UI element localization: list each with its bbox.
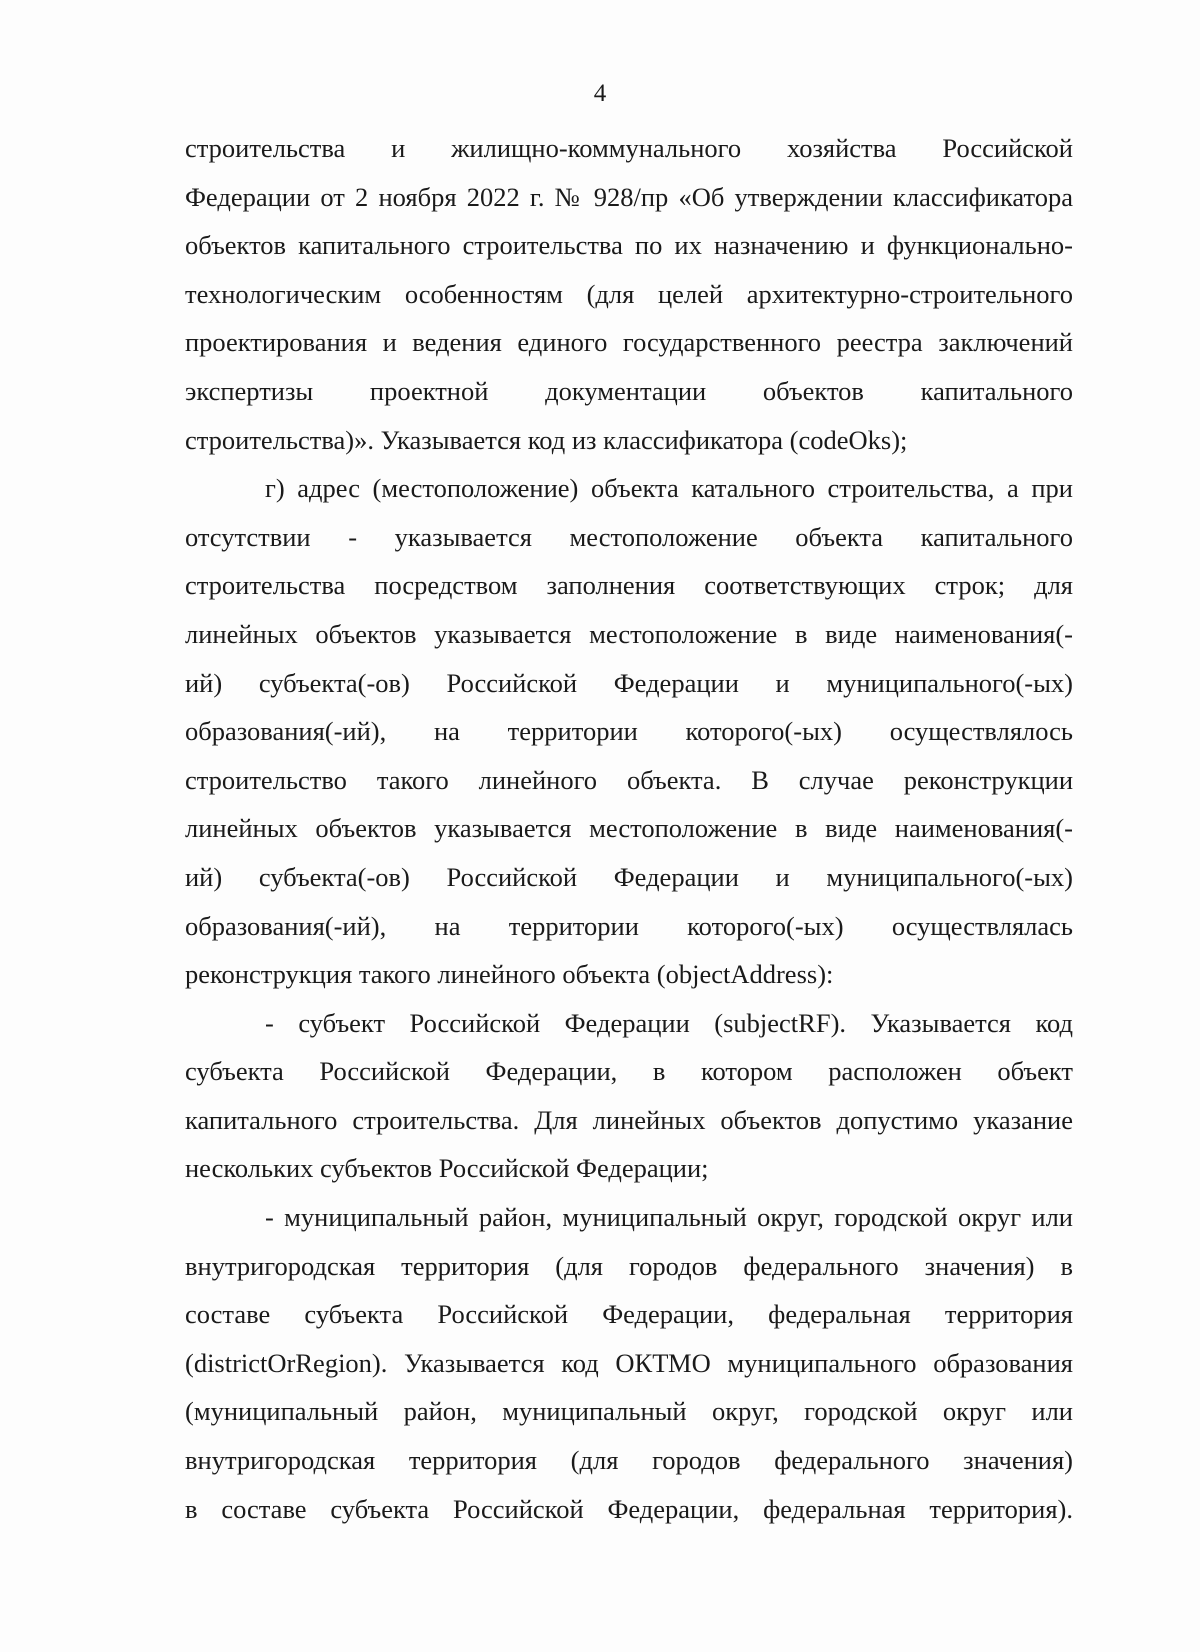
text-line: ий) субъекта(-ов) Российской Федерации и муниципального(-ых): [185, 861, 1073, 892]
text-line: - муниципальный район, муниципальный округ, городской округ или: [265, 1202, 1073, 1233]
text-line: ий) субъекта(-ов) Российской Федерации и муниципального(-ых): [185, 667, 1073, 698]
text-line: строительства и жилищно-коммунального хозяйства Российской: [185, 133, 1073, 163]
text-line: - субъект Российской Федерации (subjectRF). Указывается код: [265, 1007, 1073, 1038]
text-line: нескольких субъектов Российской Федерации;: [185, 1153, 709, 1184]
text-line: экспертизы проектной документации объектов капитального: [185, 375, 1073, 406]
text-line: проектирования и ведения единого государственного реестра заключений: [185, 327, 1073, 358]
text-line: внутригородская территория (для городов федерального значения) в: [185, 1250, 1073, 1281]
text-line: (муниципальный район, муниципальный округ, городской округ или: [185, 1396, 1073, 1427]
text-line: строительства посредством заполнения соответствующих строк; для: [185, 570, 1073, 601]
text-line: объектов капитального строительства по их назначению и функционально-: [185, 230, 1073, 261]
text-line: г) адрес (местоположение) объекта катального строительства, а при: [265, 473, 1073, 504]
text-line: строительства)». Указывается код из классификатора (codeOks);: [185, 424, 908, 455]
text-line: технологическим особенностям (для целей архитектурно-строительного: [185, 278, 1073, 309]
text-line: в составе субъекта Российской Федерации, федеральная территория).: [185, 1493, 1073, 1524]
text-line: Федерации от 2 ноября 2022 г. № 928/пр «Об утверждении классификатора: [185, 181, 1073, 212]
text-line: отсутствии - указывается местоположение объекта капитального: [185, 521, 1073, 552]
text-line: капитального строительства. Для линейных объектов допустимо указание: [185, 1104, 1073, 1135]
page-number: 4: [593, 80, 607, 107]
text-line: внутригородская территория (для городов федерального значения): [185, 1445, 1073, 1476]
text-line: составе субъекта Российской Федерации, федеральная территория: [185, 1299, 1073, 1330]
text-line: строительство такого линейного объекта. В случае реконструкции: [185, 764, 1073, 795]
text-line: линейных объектов указывается местоположение в виде наименования(-: [185, 813, 1073, 844]
text-line: образования(-ий), на территории которого(-ых) осуществлялась: [185, 910, 1073, 941]
document-body: [185, 128, 1073, 1537]
text-line: субъекта Российской Федерации, в котором расположен объект: [185, 1056, 1073, 1087]
text-line: линейных объектов указывается местоположение в виде наименования(-: [185, 618, 1073, 649]
text-line: реконструкция такого линейного объекта (objectAddress):: [185, 959, 834, 990]
text-line: (districtOrRegion). Указывается код ОКТМО муниципального образования: [185, 1347, 1073, 1378]
text-line: образования(-ий), на территории которого(-ых) осуществлялось: [185, 716, 1073, 747]
